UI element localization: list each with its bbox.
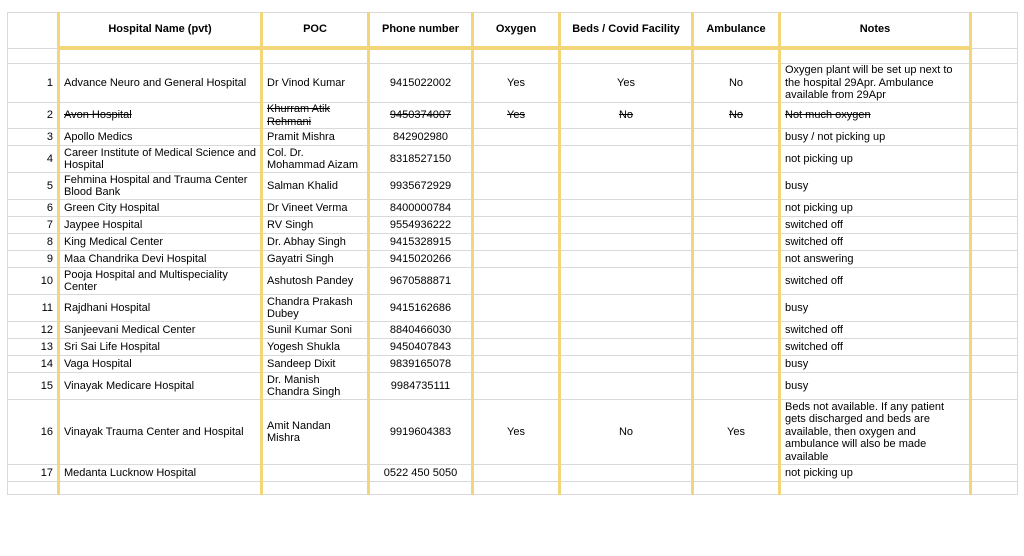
notes-cell: not picking up xyxy=(780,146,971,173)
oxygen-cell xyxy=(473,356,560,373)
oxygen-cell xyxy=(473,129,560,146)
phone-cell: 8840466030 xyxy=(369,322,473,339)
beds-cell xyxy=(560,465,693,482)
table-row xyxy=(8,322,1018,339)
oxygen-cell xyxy=(473,146,560,173)
row-number-cell: 15 xyxy=(8,373,59,400)
extra-cell xyxy=(971,200,1018,217)
phone-cell: 9450374007 xyxy=(369,103,473,129)
oxygen-cell: Yes xyxy=(473,103,560,129)
phone-cell: 842902980 xyxy=(369,129,473,146)
phone-cell: 0522 450 5050 xyxy=(369,465,473,482)
header-notes: Notes xyxy=(780,13,971,49)
hospital-cell: Jaypee Hospital xyxy=(59,217,262,234)
beds-cell xyxy=(560,129,693,146)
header-row xyxy=(8,13,1018,49)
poc-cell: Yogesh Shukla xyxy=(262,339,369,356)
extra-cell xyxy=(971,217,1018,234)
row-number-cell: 6 xyxy=(8,200,59,217)
ambulance-cell xyxy=(693,295,780,322)
hospital-cell: Green City Hospital xyxy=(59,200,262,217)
notes-cell: switched off xyxy=(780,217,971,234)
extra-cell xyxy=(971,146,1018,173)
extra-cell xyxy=(971,251,1018,268)
beds-cell xyxy=(560,339,693,356)
table-row xyxy=(8,268,1018,295)
notes-cell: busy xyxy=(780,356,971,373)
ambulance-cell: No xyxy=(693,64,780,103)
oxygen-cell xyxy=(473,339,560,356)
blank-row xyxy=(8,48,1018,64)
extra-cell xyxy=(971,173,1018,200)
beds-cell xyxy=(560,251,693,268)
ambulance-cell xyxy=(693,268,780,295)
notes-cell: not answering xyxy=(780,251,971,268)
hospital-cell: Medanta Lucknow Hospital xyxy=(59,465,262,482)
oxygen-cell xyxy=(473,173,560,200)
beds-cell xyxy=(560,146,693,173)
poc-cell: RV Singh xyxy=(262,217,369,234)
row-number-cell: 2 xyxy=(8,103,59,129)
table-row xyxy=(8,400,1018,465)
table-row xyxy=(8,339,1018,356)
table-row xyxy=(8,217,1018,234)
phone-cell: 9670588871 xyxy=(369,268,473,295)
oxygen-cell xyxy=(473,234,560,251)
oxygen-cell xyxy=(473,200,560,217)
extra-cell xyxy=(971,400,1018,465)
table-body xyxy=(8,48,1018,495)
row-number-cell: 8 xyxy=(8,234,59,251)
header-ambulance: Ambulance xyxy=(693,13,780,49)
beds-cell: Yes xyxy=(560,64,693,103)
beds-cell xyxy=(560,322,693,339)
extra-cell xyxy=(971,322,1018,339)
poc-cell: Col. Dr. Mohammad Aizam xyxy=(262,146,369,173)
oxygen-cell xyxy=(473,373,560,400)
ambulance-cell xyxy=(693,129,780,146)
row-number-cell: 5 xyxy=(8,173,59,200)
beds-cell: No xyxy=(560,400,693,465)
oxygen-cell xyxy=(473,465,560,482)
table-row xyxy=(8,295,1018,322)
oxygen-cell xyxy=(473,217,560,234)
poc-cell: Salman Khalid xyxy=(262,173,369,200)
ambulance-cell: Yes xyxy=(693,400,780,465)
notes-cell: switched off xyxy=(780,322,971,339)
table-row xyxy=(8,146,1018,173)
poc-cell: Sunil Kumar Soni xyxy=(262,322,369,339)
table-row xyxy=(8,64,1018,103)
poc-cell: Khurram Atik Rehmani xyxy=(262,103,369,129)
hospital-cell: Vinayak Medicare Hospital xyxy=(59,373,262,400)
table-row xyxy=(8,103,1018,129)
beds-cell xyxy=(560,373,693,400)
hospital-cell: Sanjeevani Medical Center xyxy=(59,322,262,339)
hospital-cell: Advance Neuro and General Hospital xyxy=(59,64,262,103)
extra-cell xyxy=(971,295,1018,322)
poc-cell xyxy=(262,465,369,482)
extra-cell xyxy=(971,234,1018,251)
beds-cell xyxy=(560,200,693,217)
header-index xyxy=(8,13,59,49)
ambulance-cell xyxy=(693,339,780,356)
poc-cell: Dr. Abhay Singh xyxy=(262,234,369,251)
hospital-cell: Avon Hospital xyxy=(59,103,262,129)
phone-cell: 8400000784 xyxy=(369,200,473,217)
notes-cell: busy xyxy=(780,173,971,200)
phone-cell: 8318527150 xyxy=(369,146,473,173)
hospital-cell: Fehmina Hospital and Trauma Center Blood Bank xyxy=(59,173,262,200)
phone-cell: 9839165078 xyxy=(369,356,473,373)
table-row xyxy=(8,234,1018,251)
poc-cell: Amit Nandan Mishra xyxy=(262,400,369,465)
poc-cell: Dr. Manish Chandra Singh xyxy=(262,373,369,400)
poc-cell: Sandeep Dixit xyxy=(262,356,369,373)
notes-cell: busy xyxy=(780,295,971,322)
phone-cell: 9984735111 xyxy=(369,373,473,400)
beds-cell xyxy=(560,217,693,234)
notes-cell: Beds not available. If any patient gets discharged and beds are available, then oxygen and ambulance will also be made available xyxy=(780,400,971,465)
row-number-cell: 13 xyxy=(8,339,59,356)
ambulance-cell xyxy=(693,465,780,482)
header-oxygen: Oxygen xyxy=(473,13,560,49)
beds-cell xyxy=(560,234,693,251)
header-hospital: Hospital Name (pvt) xyxy=(59,13,262,49)
row-number-cell: 7 xyxy=(8,217,59,234)
notes-cell: Not much oxygen xyxy=(780,103,971,129)
oxygen-cell xyxy=(473,268,560,295)
row-number-cell: 11 xyxy=(8,295,59,322)
row-number-cell: 3 xyxy=(8,129,59,146)
row-number-cell: 17 xyxy=(8,465,59,482)
header-phone: Phone number xyxy=(369,13,473,49)
row-number-cell: 14 xyxy=(8,356,59,373)
row-number-cell: 10 xyxy=(8,268,59,295)
phone-cell: 9415162686 xyxy=(369,295,473,322)
beds-cell xyxy=(560,268,693,295)
table-row xyxy=(8,373,1018,400)
hospital-cell: Career Institute of Medical Science and Hospital xyxy=(59,146,262,173)
ambulance-cell xyxy=(693,146,780,173)
ambulance-cell xyxy=(693,217,780,234)
hospital-cell: Sri Sai Life Hospital xyxy=(59,339,262,356)
phone-cell: 9554936222 xyxy=(369,217,473,234)
header-beds: Beds / Covid Facility xyxy=(560,13,693,49)
notes-cell: switched off xyxy=(780,268,971,295)
ambulance-cell: No xyxy=(693,103,780,129)
header-poc: POC xyxy=(262,13,369,49)
beds-cell xyxy=(560,173,693,200)
phone-cell: 9450407843 xyxy=(369,339,473,356)
beds-cell xyxy=(560,295,693,322)
row-number-cell: 4 xyxy=(8,146,59,173)
notes-cell: switched off xyxy=(780,234,971,251)
ambulance-cell xyxy=(693,200,780,217)
row-number-cell: 12 xyxy=(8,322,59,339)
extra-cell xyxy=(971,356,1018,373)
oxygen-cell xyxy=(473,322,560,339)
table-row xyxy=(8,173,1018,200)
poc-cell: Dr Vineet Verma xyxy=(262,200,369,217)
notes-cell: Oxygen plant will be set up next to the hospital 29Apr. Ambulance available from 29Apr xyxy=(780,64,971,103)
row-number-cell: 1 xyxy=(8,64,59,103)
extra-cell xyxy=(971,64,1018,103)
notes-cell: not picking up xyxy=(780,465,971,482)
oxygen-cell xyxy=(473,295,560,322)
poc-cell: Gayatri Singh xyxy=(262,251,369,268)
notes-cell: busy xyxy=(780,373,971,400)
notes-cell: not picking up xyxy=(780,200,971,217)
poc-cell: Pramit Mishra xyxy=(262,129,369,146)
extra-cell xyxy=(971,373,1018,400)
table-row xyxy=(8,129,1018,146)
notes-cell: switched off xyxy=(780,339,971,356)
beds-cell: No xyxy=(560,103,693,129)
oxygen-cell xyxy=(473,251,560,268)
hospital-cell: Vinayak Trauma Center and Hospital xyxy=(59,400,262,465)
extra-cell xyxy=(971,129,1018,146)
table-row xyxy=(8,465,1018,482)
extra-cell xyxy=(971,103,1018,129)
hospital-cell: Vaga Hospital xyxy=(59,356,262,373)
table-row xyxy=(8,356,1018,373)
poc-cell: Dr Vinod Kumar xyxy=(262,64,369,103)
notes-cell: busy / not picking up xyxy=(780,129,971,146)
extra-cell xyxy=(971,339,1018,356)
poc-cell: Ashutosh Pandey xyxy=(262,268,369,295)
hospital-cell: Apollo Medics xyxy=(59,129,262,146)
poc-cell: Chandra Prakash Dubey xyxy=(262,295,369,322)
header-extra xyxy=(971,13,1018,49)
row-number-cell: 9 xyxy=(8,251,59,268)
ambulance-cell xyxy=(693,322,780,339)
ambulance-cell xyxy=(693,234,780,251)
table-row xyxy=(8,200,1018,217)
oxygen-cell: Yes xyxy=(473,400,560,465)
beds-cell xyxy=(560,356,693,373)
hospital-cell: Rajdhani Hospital xyxy=(59,295,262,322)
phone-cell: 9935672929 xyxy=(369,173,473,200)
phone-cell: 9415328915 xyxy=(369,234,473,251)
extra-cell xyxy=(971,268,1018,295)
hospital-cell: Pooja Hospital and Multispeciality Center xyxy=(59,268,262,295)
hospital-table xyxy=(7,12,1018,495)
hospital-cell: King Medical Center xyxy=(59,234,262,251)
ambulance-cell xyxy=(693,356,780,373)
phone-cell: 9415020266 xyxy=(369,251,473,268)
hospital-cell: Maa Chandrika Devi Hospital xyxy=(59,251,262,268)
blank-row xyxy=(8,482,1018,495)
row-number-cell: 16 xyxy=(8,400,59,465)
oxygen-cell: Yes xyxy=(473,64,560,103)
extra-cell xyxy=(971,465,1018,482)
ambulance-cell xyxy=(693,173,780,200)
phone-cell: 9415022002 xyxy=(369,64,473,103)
ambulance-cell xyxy=(693,251,780,268)
ambulance-cell xyxy=(693,373,780,400)
phone-cell: 9919604383 xyxy=(369,400,473,465)
table-row xyxy=(8,251,1018,268)
